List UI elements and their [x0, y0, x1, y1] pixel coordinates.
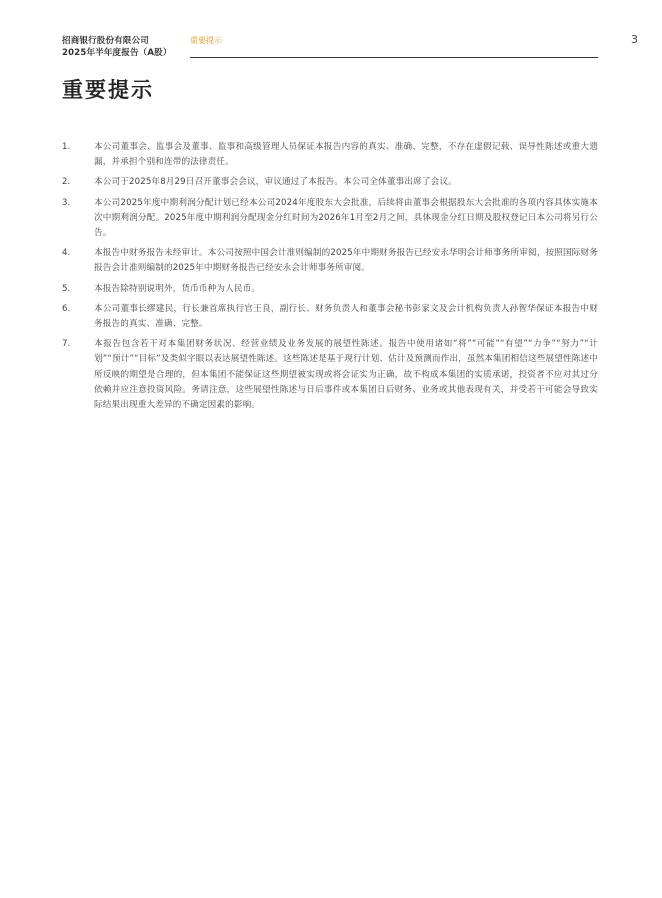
notice-item-1 [62, 140, 598, 170]
section-nav-label[interactable]: 重要提示 [190, 36, 222, 45]
page-title: 重要提示 [62, 78, 154, 102]
header-divider [190, 57, 598, 58]
page-number: 3 [631, 33, 638, 46]
notice-number: 5. [62, 283, 71, 294]
notice-number: 3. [62, 197, 71, 208]
notice-item-6 [62, 302, 598, 332]
notice-number: 6. [62, 303, 71, 314]
notice-text: 本公司董事长缪建民，行长兼首席执行官王良，副行长、财务负责人和董事会秘书彭家文及会计机构负责人孙智华保证本报告中财务报告的真实、准确、完整。 [94, 303, 598, 330]
notice-text: 本公司于2025年8月29日召开董事会会议，审议通过了本报告。本公司全体董事出席了会议。 [94, 177, 457, 188]
notice-item-4 [62, 246, 598, 276]
notice-item-2 [62, 175, 598, 190]
notice-number: 2. [62, 177, 71, 188]
report-name: 2025年半年度报告（A股） [62, 48, 172, 58]
notice-item-5 [62, 282, 598, 297]
notice-item-3 [62, 196, 598, 242]
notice-text: 本报告除特别说明外，货币币种为人民币。 [94, 283, 261, 294]
notice-list [62, 140, 598, 418]
notice-text: 本报告包含若干对本集团财务状况、经营业绩及业务发展的展望性陈述。报告中使用诸如“将”“可能”“有望”“力争”“努力”“计划”“预计”“目标”及类似字眼以表达展望性陈述。这些陈述是基于现行计划、估计及预测而作出，虽然本集团相信这些展望性陈述中所反映的期望是合理的，但本集团不能保证这些期望被实现或将会证实为正确，故不构成本集团的实质承诺，投资者不应对其过分依赖并应注意投资风险。务请注意，这些展望性陈述与日后事件或本集团日后财务、业务或其他表现有关，并受若干可能会导致实际结果出现重大差异的不确定因素的影响。 [94, 339, 598, 411]
notice-text: 本公司2025年度中期利润分配计划已经本公司2024年度股东大会批准，后续将由董事会根据股东大会批准的各项内容具体实施本次中期利润分配。2025年度中期利润分配现金分红时间为2026年1月至2月之间，具体现金分红日期及股权登记日本公司将另行公告。 [94, 197, 598, 239]
company-name: 招商银行股份有限公司 [62, 36, 150, 46]
notice-text: 本报告中财务报告未经审计。本公司按照中国会计准则编制的2025年中期财务报告已经安永华明会计师事务所审阅，按照国际财务报告会计准则编制的2025年中期财务报告已经安永会计师事务所审阅。 [94, 248, 598, 274]
notice-number: 4. [62, 248, 71, 259]
header-company-block [62, 35, 172, 59]
notice-number: 1. [62, 142, 71, 152]
notice-text: 本公司董事会、监事会及董事、监事和高级管理人员保证本报告内容的真实、准确、完整，不存在虚假记载、误导性陈述或重大遗漏，并承担个别和连带的法律责任。 [94, 142, 598, 168]
notice-item-7 [62, 337, 598, 413]
notice-number: 7. [62, 339, 71, 350]
